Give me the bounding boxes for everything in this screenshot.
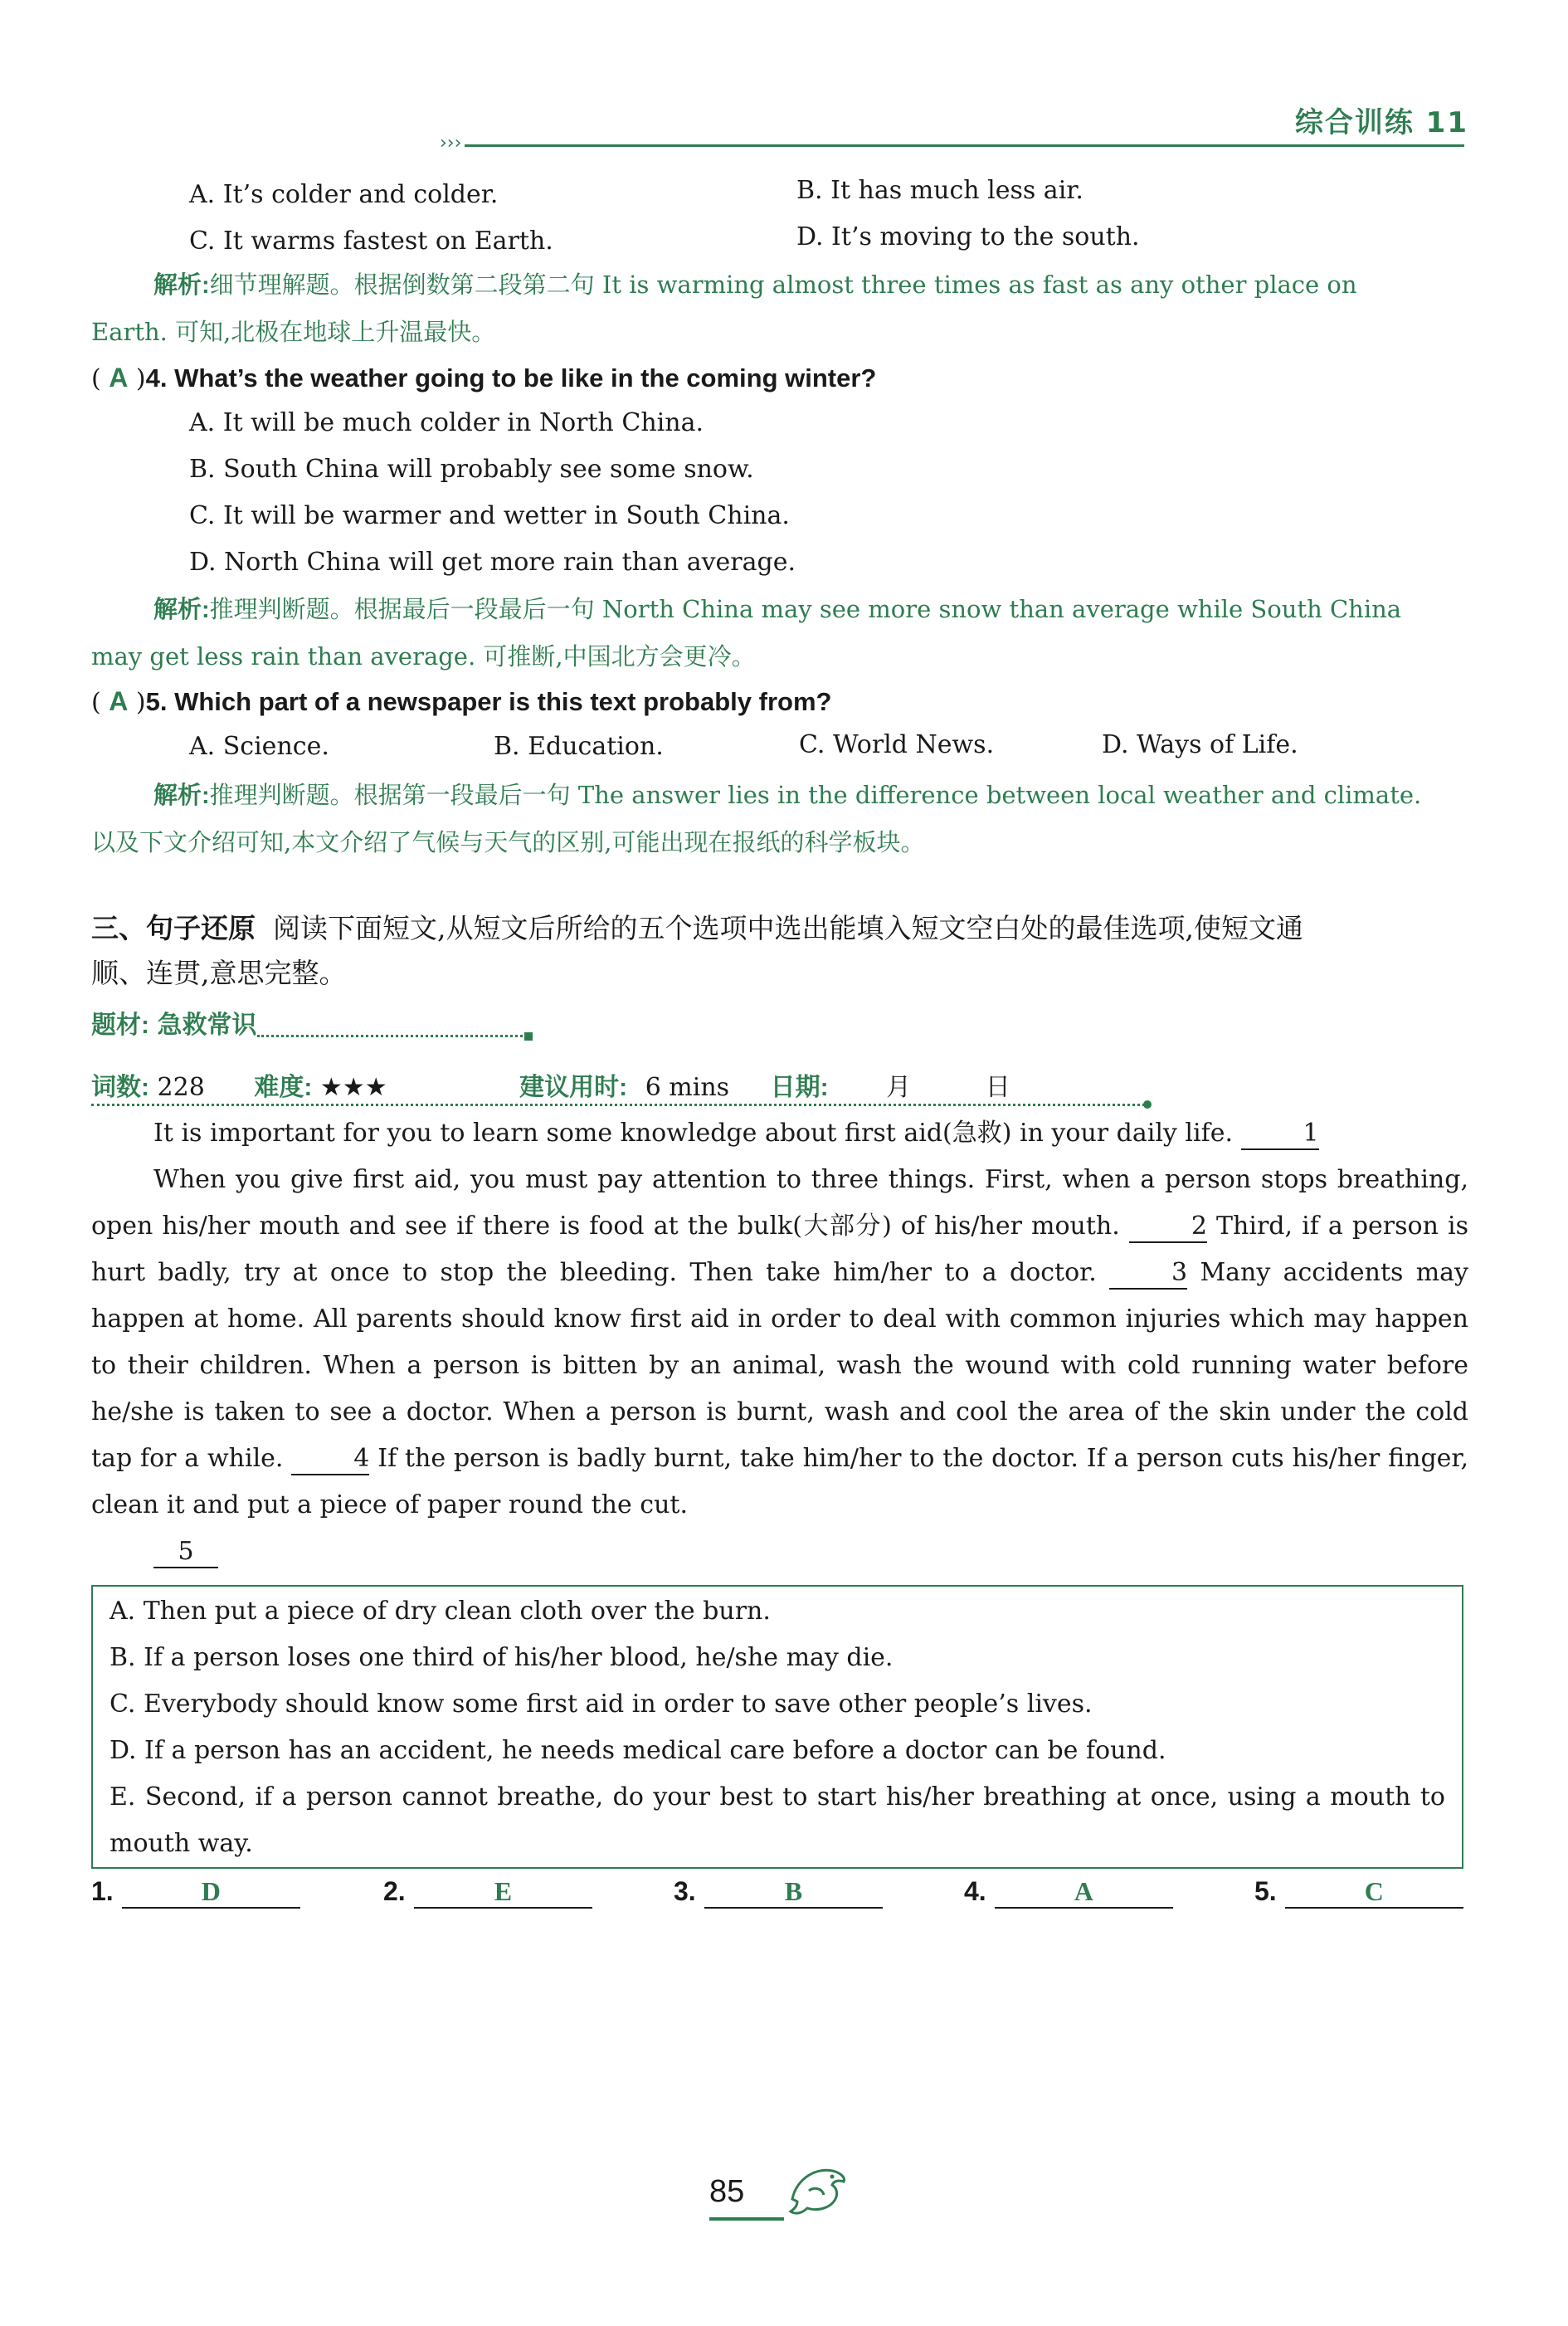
q5-option-a: A. Science.: [189, 732, 329, 761]
meta-rule-end: [1143, 1100, 1152, 1109]
topic-rule-end: [524, 1032, 533, 1041]
passage-text: When you give first aid, you must pay attention to three things. First, when a person stops breathing, open his/her mouth and see if there is food at the bulk(大部分) of his/her mouth.: [91, 1165, 1468, 1241]
answer-1: [91, 1875, 300, 1909]
answer-value: E: [414, 1876, 592, 1909]
q5-option-b: B. Education.: [494, 732, 664, 761]
passage-text: If the person is badly burnt, take him/her to the doctor. If a person cuts his/her finger, clean it and put a piece of paper round the cut.: [91, 1444, 1469, 1519]
answer-2: [383, 1875, 592, 1909]
q5-answer: A: [109, 686, 129, 716]
explanation-text: 推理判断题。根据第一段最后一句 The answer lies in the difference between local weather and climate.: [209, 781, 1422, 809]
q3-option-d: D. It’s moving to the south.: [796, 222, 1140, 251]
date-label: 日期:: [770, 1074, 829, 1101]
blank-2: 2: [1129, 1212, 1207, 1243]
word-count-label: 词数:: [91, 1074, 149, 1101]
explanation-label: 解析:: [153, 272, 210, 299]
difficulty-stars: ★★★: [319, 1073, 387, 1102]
q5-explanation: [91, 778, 1468, 859]
answer-number: 4.: [964, 1876, 986, 1906]
option-c: C. Everybody should know some first aid in order to save other people’s lives.: [110, 1690, 1093, 1719]
passage-text: Many accidents may happen at home. All parents should know first aid in order to deal with common injuries which may happen to their children. When a person is bitten by an animal, wash the wound with cold running water before he/she is taken to see a doctor. When a person is burnt, wash and cool the area of the skin under the cold tap for a while.: [91, 1258, 1468, 1473]
answer-paren-close: ): [135, 688, 146, 717]
q4-option-a: A. It will be much colder in North China.: [189, 408, 704, 437]
page-number: 85: [709, 2174, 745, 2209]
passage-text: Third, if a person is hurt badly, try at once to stop the bleeding. Then take him/her to a doctor.: [91, 1212, 1468, 1287]
q5-option-d: D. Ways of Life.: [1102, 730, 1298, 759]
q4-stem-row: [91, 361, 876, 396]
date-day: 日: [985, 1073, 1010, 1102]
passage-text: It is important for you to learn some knowledge about first aid(急救) in your daily life.: [153, 1119, 1233, 1148]
answer-5: [1254, 1875, 1463, 1909]
q3-option-c: C. It warms fastest on Earth.: [189, 227, 553, 256]
section-heading: 三、句子还原: [91, 913, 256, 944]
answer-3: [674, 1875, 883, 1909]
explanation-text: Earth. 可知,北极在地球上升温最快。: [91, 318, 496, 346]
answer-value: D: [122, 1876, 300, 1909]
q3-option-b: B. It has much less air.: [796, 176, 1083, 205]
option-a: A. Then put a piece of dry clean cloth over the burn.: [110, 1597, 771, 1626]
q4-option-b: B. South China will probably see some snow.: [189, 455, 754, 484]
instruction-text: 阅读下面短文,从短文后所给的五个选项中选出能填入短文空白处的最佳选项,使短文通: [272, 912, 1303, 944]
answer-number: 2.: [383, 1876, 406, 1906]
instruction-text: 顺、连贯,意思完整。: [91, 957, 347, 989]
topic-row: [91, 1004, 533, 1041]
answer-4: [964, 1875, 1173, 1909]
q4-answer: A: [109, 363, 129, 393]
answer-paren-open: (: [91, 364, 101, 393]
explanation-text: may get less rain than average. 可推断,中国北方会更冷。: [91, 642, 756, 670]
q4-option-d: D. North China will get more rain than average.: [189, 548, 796, 577]
difficulty-label: 难度:: [254, 1074, 313, 1101]
answer-number: 1.: [91, 1876, 114, 1906]
answer-paren-open: (: [91, 688, 101, 717]
answer-paren-close: ): [135, 364, 146, 393]
time-label: 建议用时:: [519, 1074, 628, 1101]
explanation-label: 解析:: [153, 783, 210, 809]
answer-value: B: [704, 1876, 883, 1909]
q4-option-c: C. It will be warmer and wetter in South China.: [189, 501, 790, 530]
meta-row: [91, 1066, 1010, 1103]
blank-5: 5: [153, 1537, 218, 1568]
options-box: [91, 1585, 1463, 1869]
blank-4: 4: [291, 1444, 369, 1475]
explanation-text: 细节理解题。根据倒数第二段第二句 It is warming almost three times as fast as any other place on: [209, 271, 1357, 299]
page-number-underline: [709, 2217, 784, 2221]
time-value: 6 mins: [645, 1073, 730, 1102]
q5-option-c: C. World News.: [799, 730, 995, 759]
option-d: D. If a person has an accident, he needs medical care before a doctor can be found.: [110, 1736, 1166, 1765]
explanation-text: 以及下文介绍可知,本文介绍了气候与天气的区别,可能出现在报纸的科学板块。: [91, 828, 925, 856]
option-e: E. Second, if a person cannot breathe, do your best to start his/her breathing at once, using a mouth to mouth way.: [110, 1782, 1445, 1858]
topic-label: 题材:: [91, 1012, 149, 1039]
answer-value: C: [1285, 1876, 1463, 1909]
topic-dotted-rule: [257, 1017, 523, 1037]
dolphin-icon: [784, 2153, 850, 2220]
answer-value: A: [995, 1876, 1173, 1909]
reading-passage: [91, 1110, 1468, 1575]
option-e-wrap: [93, 1774, 1462, 1867]
q3-option-a: A. It’s colder and colder.: [189, 180, 499, 209]
q4-question: 4. What’s the weather going to be like in the coming winter?: [145, 363, 877, 393]
meta-dotted-rule: [91, 1104, 1145, 1106]
q5-stem-row: [91, 685, 831, 719]
option-b: B. If a person loses one third of his/her blood, he/she may die.: [110, 1643, 894, 1672]
header-rule: [465, 144, 1464, 147]
blank-3: 3: [1109, 1258, 1187, 1290]
q3-explanation: [91, 268, 1468, 349]
explanation-text: 推理判断题。根据最后一段最后一句 North China may see more snow than average while South China: [209, 595, 1402, 623]
explanation-label: 解析:: [153, 597, 210, 623]
answer-number: 3.: [674, 1876, 696, 1906]
blank-1: 1: [1241, 1119, 1319, 1150]
q4-explanation: [91, 592, 1468, 673]
answer-number: 5.: [1254, 1876, 1277, 1906]
word-count-value: 228: [157, 1073, 205, 1102]
section-3-instructions: [91, 906, 1468, 996]
header-arrows: ›››: [440, 133, 462, 154]
topic-value: 急救常识: [157, 1012, 257, 1039]
date-month: 月: [886, 1073, 912, 1102]
q5-question: 5. Which part of a newspaper is this text probably from?: [145, 687, 832, 716]
page-section-title: 综合训练 11: [1294, 106, 1468, 139]
